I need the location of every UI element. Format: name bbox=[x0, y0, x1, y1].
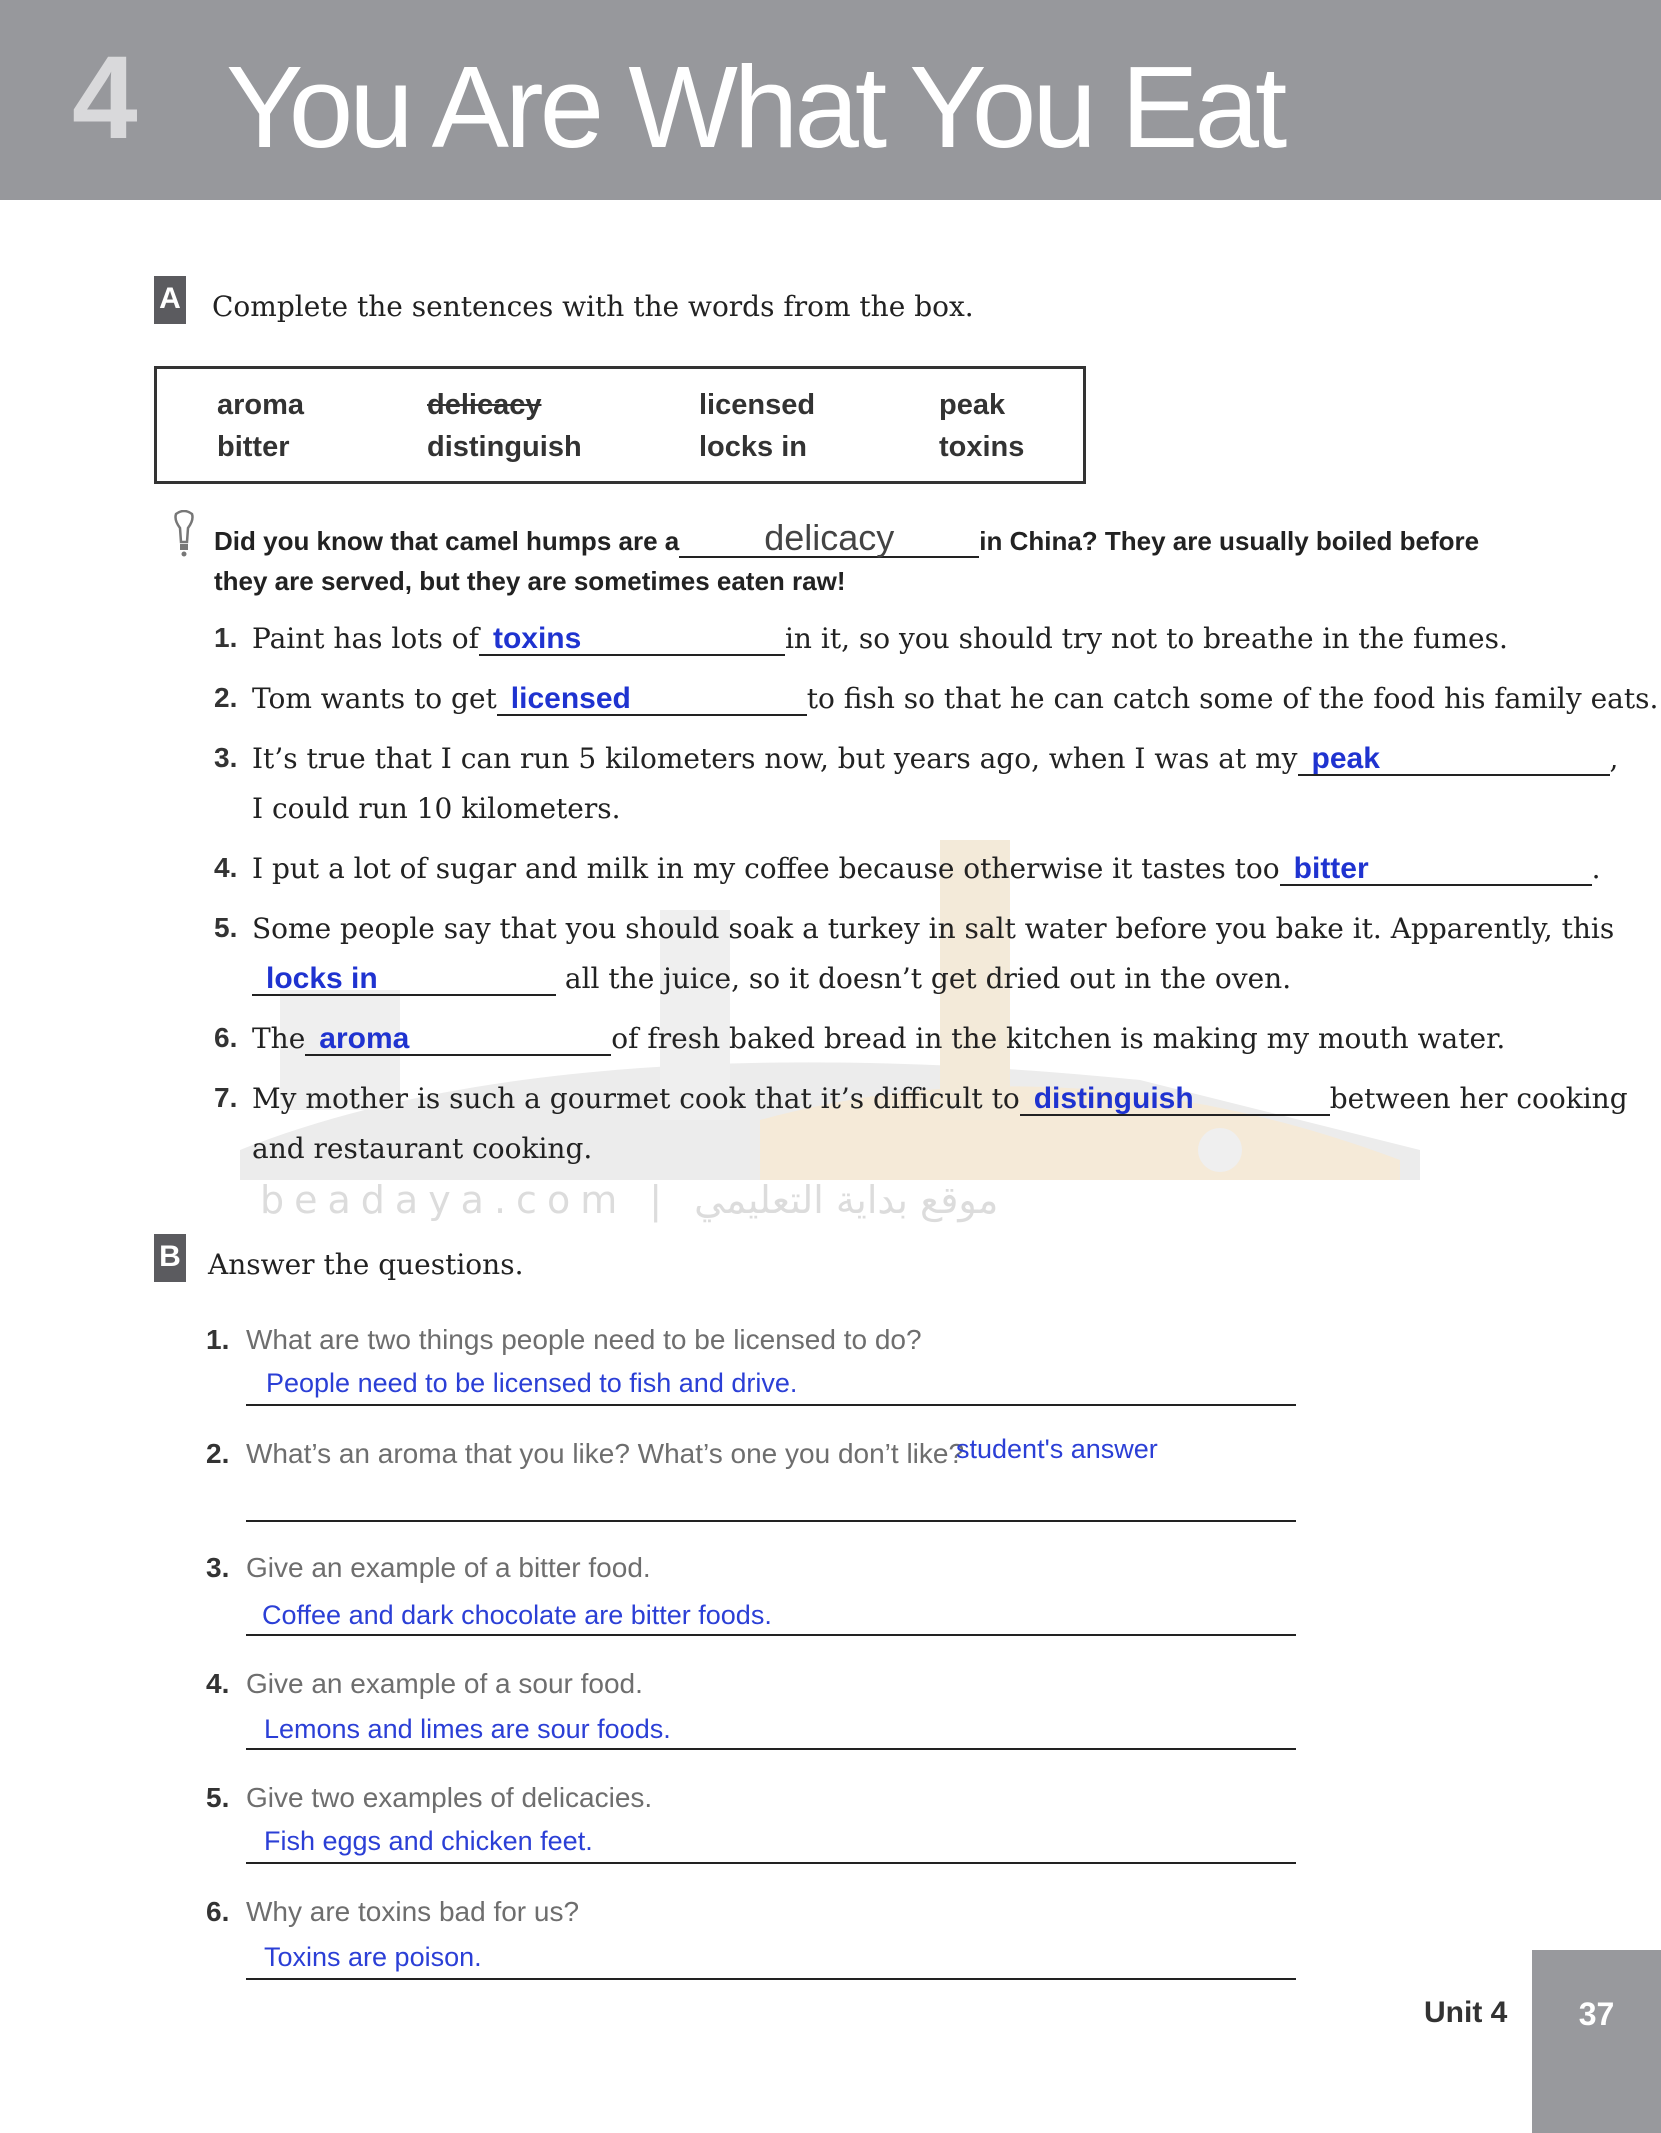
word-delicacy: delicacy bbox=[427, 389, 542, 421]
item-7-number: 7. bbox=[214, 1082, 238, 1113]
item-5-line-2 bbox=[252, 962, 1291, 996]
b-item-3-number: 3. bbox=[206, 1552, 230, 1583]
section-b-marker: B bbox=[154, 1234, 186, 1282]
item-5-line-1: Some people say that you should soak a turkey in salt water before you bake it. Apparently, this bbox=[252, 912, 1615, 945]
item-6-sentence bbox=[252, 1022, 1505, 1056]
word-toxins: toxins bbox=[939, 431, 1025, 463]
word-licensed: licensed bbox=[699, 389, 816, 421]
item-2-after: to fish so that he can catch some of the food his family eats. bbox=[806, 682, 1659, 715]
b-item-1-answer: People need to be licensed to fish and drive. bbox=[266, 1368, 798, 1398]
b-item-1-number: 1. bbox=[206, 1324, 230, 1355]
unit-header bbox=[0, 0, 1661, 200]
item-1-after: in it, so you should try not to breathe in the fumes. bbox=[784, 622, 1508, 655]
page-number-box bbox=[1532, 1950, 1661, 2133]
fact-text-after: in China? They are usually boiled before bbox=[979, 526, 1480, 556]
b-item-3-question: Give an example of a bitter food. bbox=[246, 1552, 651, 1583]
page-number: 37 bbox=[1578, 1996, 1615, 2032]
b-item-1-question: What are two things people need to be licensed to do? bbox=[246, 1324, 922, 1355]
word-bitter: bitter bbox=[217, 431, 290, 463]
word-distinguish: distinguish bbox=[427, 431, 582, 463]
item-7-blank: distinguish bbox=[1020, 1084, 1330, 1116]
section-b-instruction: Answer the questions. bbox=[208, 1248, 524, 1281]
item-6-number: 6. bbox=[214, 1022, 238, 1053]
b-item-2-question: What’s an aroma that you like? What’s one you don’t like? bbox=[246, 1438, 965, 1469]
item-7-after: between her cooking bbox=[1329, 1082, 1628, 1115]
item-5-number: 5. bbox=[214, 912, 238, 943]
item-2-before: Tom wants to get bbox=[252, 682, 497, 715]
item-4-after: . bbox=[1591, 852, 1601, 885]
item-4-before: I put a lot of sugar and milk in my coffee because otherwise it tastes too bbox=[252, 852, 1280, 885]
b-item-5-answer: Fish eggs and chicken feet. bbox=[264, 1826, 593, 1856]
item-4-number: 4. bbox=[214, 852, 238, 883]
word-aroma: aroma bbox=[217, 389, 305, 421]
b-item-3-answer: Coffee and dark chocolate are bitter foods. bbox=[262, 1600, 772, 1630]
b-item-2-answer: student's answer bbox=[956, 1434, 1158, 1464]
item-2-blank: licensed bbox=[497, 684, 807, 716]
b-item-2-number: 2. bbox=[206, 1438, 230, 1469]
fact-answer-blank: delicacy bbox=[679, 520, 979, 558]
item-5-blank: locks in bbox=[252, 964, 556, 996]
b-item-5-question: Give two examples of delicacies. bbox=[246, 1782, 653, 1813]
b-item-6-number: 6. bbox=[206, 1896, 230, 1927]
section-a-marker: A bbox=[154, 276, 186, 324]
item-6-before: The bbox=[252, 1022, 306, 1055]
item-7-sentence bbox=[252, 1082, 1628, 1116]
footer-unit-label: Unit 4 bbox=[1424, 1996, 1508, 2029]
item-3-after: , bbox=[1609, 742, 1619, 775]
item-7-before: My mother is such a gourmet cook that it’s difficult to bbox=[252, 1082, 1020, 1115]
unit-title: You Are What You Eat bbox=[226, 42, 1284, 172]
item-3-line-2: I could run 10 kilometers. bbox=[252, 792, 621, 825]
word-locks-in: locks in bbox=[699, 431, 807, 463]
item-4-blank: bitter bbox=[1280, 854, 1592, 886]
item-4-sentence bbox=[252, 852, 1601, 886]
b-item-5-number: 5. bbox=[206, 1782, 230, 1813]
watermark-text: beadaya.com | موقع بداية التعليمي bbox=[260, 1178, 999, 1222]
item-5-after: all the juice, so it doesn’t get dried out in the oven. bbox=[564, 962, 1292, 995]
word-peak: peak bbox=[939, 389, 1006, 421]
section-a-instruction: Complete the sentences with the words from the box. bbox=[212, 290, 974, 323]
item-6-blank: aroma bbox=[305, 1024, 611, 1056]
fact-line-1 bbox=[214, 517, 1514, 558]
b-item-2-answer-line bbox=[246, 1480, 1296, 1522]
b-item-4-answer: Lemons and limes are sour foods. bbox=[264, 1714, 671, 1744]
item-1-before: Paint has lots of bbox=[252, 622, 479, 655]
b-item-4-question: Give an example of a sour food. bbox=[246, 1668, 643, 1699]
item-1-blank: toxins bbox=[479, 624, 785, 656]
b-item-6-question: Why are toxins bad for us? bbox=[246, 1896, 580, 1927]
lightbulb-icon bbox=[168, 510, 200, 558]
item-7-line-2: and restaurant cooking. bbox=[252, 1132, 593, 1165]
item-6-after: of fresh baked bread in the kitchen is making my mouth water. bbox=[611, 1022, 1506, 1055]
fact-text-before: Did you know that camel humps are a bbox=[214, 526, 680, 556]
b-item-6-answer: Toxins are poison. bbox=[264, 1942, 482, 1972]
item-3-blank: peak bbox=[1298, 744, 1610, 776]
word-box bbox=[154, 366, 1086, 484]
unit-number: 4 bbox=[72, 32, 138, 164]
fact-line-2: they are served, but they are sometimes eaten raw! bbox=[214, 566, 846, 596]
item-3-before: It’s true that I can run 5 kilometers now, but years ago, when I was at my bbox=[252, 742, 1298, 775]
item-3-sentence bbox=[252, 742, 1618, 776]
item-2-number: 2. bbox=[214, 682, 238, 713]
b-item-4-number: 4. bbox=[206, 1668, 230, 1699]
item-1-sentence bbox=[252, 622, 1508, 656]
item-1-number: 1. bbox=[214, 622, 238, 653]
item-3-number: 3. bbox=[214, 742, 238, 773]
item-2-sentence bbox=[252, 682, 1658, 716]
